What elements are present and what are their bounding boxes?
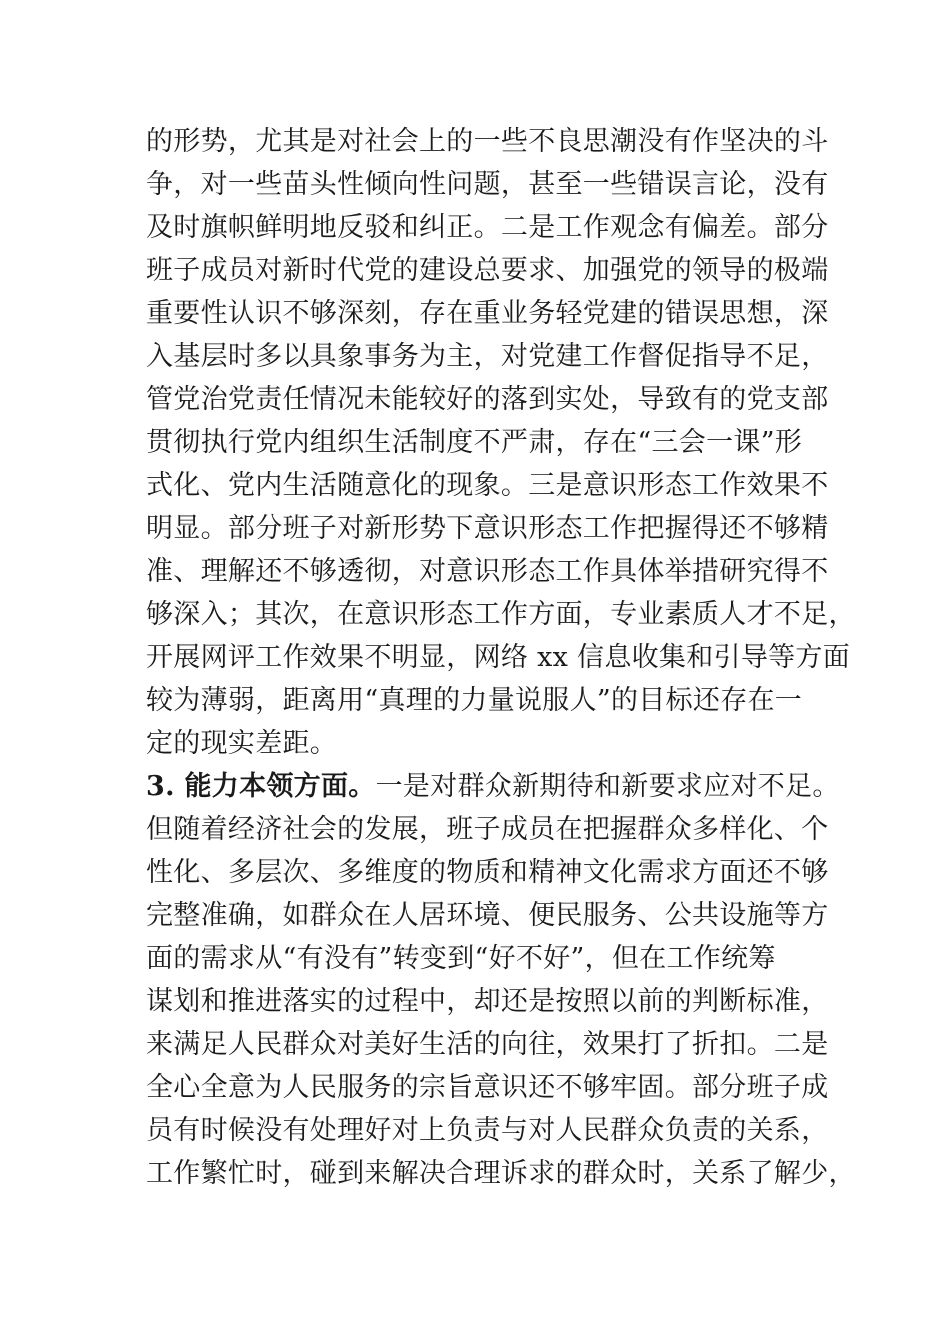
text-line: 全心全意为人民服务的宗旨意识还不够牢固。部分班子成 bbox=[146, 1072, 829, 1103]
text-line: 够深入；其次，在意识形态工作方面，专业素质人才不足， bbox=[146, 599, 856, 630]
text-line: 定的现实差距。 bbox=[146, 728, 338, 759]
text-line: 及时旗帜鲜明地反驳和纠正。二是工作观念有偏差。部分 bbox=[146, 212, 829, 243]
text-line: 谋划和推进落实的过程中，却还是按照以前的判断标准， bbox=[146, 986, 829, 1017]
section-3-first-line bbox=[146, 767, 840, 807]
text-line: 较为薄弱，距离用“真理的力量说服人”的目标还存在一 bbox=[146, 685, 803, 716]
text-line: 入基层时多以具象事务为主，对党建工作督促指导不足， bbox=[146, 341, 829, 372]
section-3-heading: 3. 能力本领方面。 bbox=[146, 771, 376, 802]
text-line: 明显。部分班子对新形势下意识形态工作把握得还不够精 bbox=[146, 513, 829, 544]
text-line: 争，对一些苗头性倾向性问题，甚至一些错误言论，没有 bbox=[146, 169, 829, 200]
text-line: 员有时候没有处理好对上负责与对人民群众负责的关系， bbox=[146, 1115, 829, 1146]
text-line: 贯彻执行党内组织生活制度不严肃，存在“三会一课”形 bbox=[146, 427, 803, 458]
text-line: 式化、党内生活随意化的现象。三是意识形态工作效果不 bbox=[146, 470, 829, 501]
text-line: 开展网评工作效果不明显，网络 xx 信息收集和引导等方面 bbox=[146, 642, 851, 673]
text-line: 重要性认识不够深刻，存在重业务轻党建的错误思想，深 bbox=[146, 298, 829, 329]
section-3-lead-text: 一是对群众新期待和新要求应对不足。 bbox=[375, 771, 840, 802]
text-line: 完整准确，如群众在人居环境、便民服务、公共设施等方 bbox=[146, 900, 829, 931]
text-line: 工作繁忙时，碰到来解决合理诉求的群众时，关系了解少， bbox=[146, 1158, 856, 1189]
text-line: 来满足人民群众对美好生活的向往，效果打了折扣。二是 bbox=[146, 1029, 829, 1060]
text-line: 准、理解还不够透彻，对意识形态工作具体举措研究得不 bbox=[146, 556, 829, 587]
text-line: 面的需求从“有没有”转变到“好不好”，但在工作统筹 bbox=[146, 943, 776, 974]
text-line: 班子成员对新时代党的建设总要求、加强党的领导的极端 bbox=[146, 255, 829, 286]
text-line: 性化、多层次、多维度的物质和精神文化需求方面还不够 bbox=[146, 857, 829, 888]
text-line: 管党治党责任情况未能较好的落到实处，导致有的党支部 bbox=[146, 384, 829, 415]
text-line: 的形势，尤其是对社会上的一些不良思潮没有作坚决的斗 bbox=[146, 126, 829, 157]
text-line: 但随着经济社会的发展，班子成员在把握群众多样化、个 bbox=[146, 814, 829, 845]
